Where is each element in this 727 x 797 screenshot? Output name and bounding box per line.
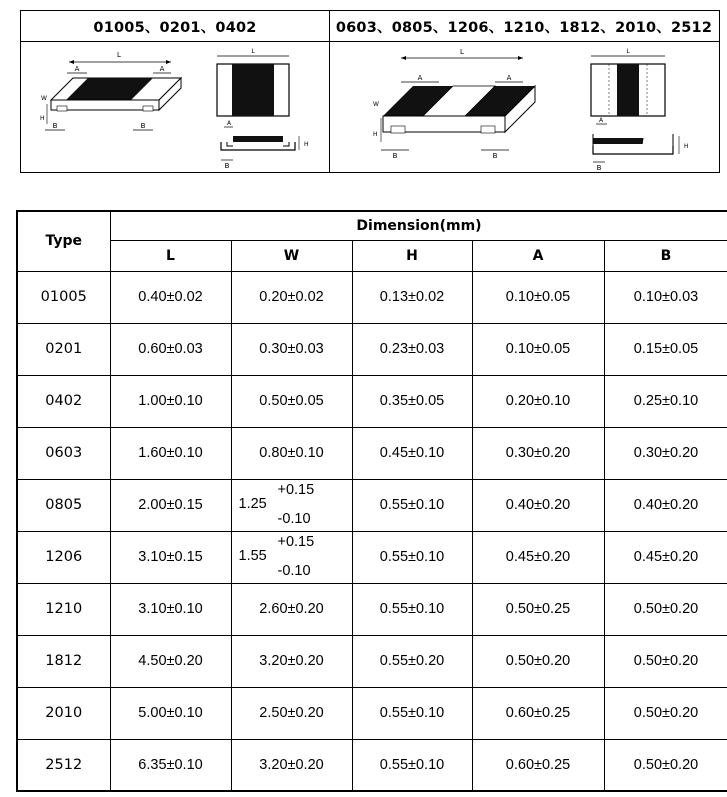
large-H-label: H [373,131,378,138]
column-header-B: B [604,240,727,271]
w-base-value: 1.55 [238,547,267,564]
large-A-label: A [417,74,423,82]
w-minus-tolerance: -0.10 [277,562,311,579]
small-W-label: W [41,95,47,102]
cell-B: 0.40±0.20 [604,479,727,531]
table-row [17,479,727,531]
type-cell: 1210 [17,583,110,635]
small-A-label: A [74,65,80,73]
cell-L: 3.10±0.10 [110,583,231,635]
type-cell: 2010 [17,687,110,739]
type-cell: 1812 [17,635,110,687]
svg-text:A: A [506,74,512,82]
cell-B: 0.30±0.20 [604,427,727,479]
svg-text:L: L [251,48,255,55]
svg-text:B: B [52,122,58,130]
svg-text:L: L [626,48,630,55]
small-chip-drawing [21,42,328,172]
cell-H: 0.55±0.10 [352,583,472,635]
cell-B: 0.10±0.03 [604,271,727,323]
cell-L: 0.60±0.03 [110,323,231,375]
cell-A: 0.20±0.10 [472,375,604,427]
cell-B: 0.15±0.05 [604,323,727,375]
column-header-H: H [352,240,472,271]
dimension-table [16,210,727,792]
large-L-label: L [460,48,464,56]
svg-text:B: B [492,152,498,160]
cell-B: 0.25±0.10 [604,375,727,427]
type-cell: 1206 [17,531,110,583]
svg-text:A: A [226,120,232,127]
cell-W: 3.20±0.20 [231,635,352,687]
cell-A: 0.50±0.25 [472,583,604,635]
cell-A: 0.45±0.20 [472,531,604,583]
type-cell: 0201 [17,323,110,375]
type-header: Type [17,211,110,271]
svg-text:A: A [159,65,165,73]
cell-A: 0.30±0.20 [472,427,604,479]
large-W-label: W [373,101,379,108]
cell-L: 0.40±0.02 [110,271,231,323]
table-row [17,739,727,791]
type-cell: 2512 [17,739,110,791]
table-row [17,427,727,479]
cell-W: 2.60±0.20 [231,583,352,635]
svg-text:H: H [684,143,689,150]
cell-A: 0.40±0.20 [472,479,604,531]
small-chip-figure [21,11,330,172]
type-cell: 01005 [17,271,110,323]
cell-L: 1.00±0.10 [110,375,231,427]
cell-A: 0.10±0.05 [472,271,604,323]
cell-A: 0.60±0.25 [472,739,604,791]
column-header-W: W [231,240,352,271]
svg-text:B: B [140,122,146,130]
cell-B: 0.50±0.20 [604,583,727,635]
cell-W [231,479,352,531]
large-chip-drawing [329,42,719,172]
cell-H: 0.55±0.20 [352,635,472,687]
cell-W: 0.50±0.05 [231,375,352,427]
cell-L: 1.60±0.10 [110,427,231,479]
cell-H: 0.55±0.10 [352,479,472,531]
dimension-figure [20,10,720,173]
cell-H: 0.35±0.05 [352,375,472,427]
small-L-label: L [117,51,121,59]
cell-A: 0.60±0.25 [472,687,604,739]
cell-B: 0.50±0.20 [604,687,727,739]
dimension-header: Dimension(mm) [110,211,727,240]
cell-H: 0.45±0.10 [352,427,472,479]
cell-L: 4.50±0.20 [110,635,231,687]
small-chip-title: 01005、0201、0402 [21,11,329,42]
cell-W: 2.50±0.20 [231,687,352,739]
table-row [17,687,727,739]
table-row [17,375,727,427]
cell-L: 2.00±0.15 [110,479,231,531]
cell-A: 0.50±0.20 [472,635,604,687]
table-row [17,635,727,687]
cell-B: 0.50±0.20 [604,635,727,687]
cell-H: 0.55±0.10 [352,739,472,791]
cell-L: 3.10±0.15 [110,531,231,583]
column-header-L: L [110,240,231,271]
w-plus-tolerance: +0.15 [277,481,315,498]
type-cell: 0603 [17,427,110,479]
cell-H: 0.13±0.02 [352,271,472,323]
cell-W: 0.20±0.02 [231,271,352,323]
svg-text:B: B [596,164,602,172]
cell-W: 0.80±0.10 [231,427,352,479]
table-row [17,583,727,635]
svg-text:H: H [304,141,309,148]
large-chip-title: 0603、0805、1206、1210、1812、2010、2512 [329,11,719,42]
cell-W [231,531,352,583]
column-header-A: A [472,240,604,271]
table-row [17,531,727,583]
w-plus-tolerance: +0.15 [277,533,315,550]
cell-W: 3.20±0.20 [231,739,352,791]
table-row [17,323,727,375]
cell-H: 0.23±0.03 [352,323,472,375]
small-H-label: H [40,115,45,122]
cell-B: 0.50±0.20 [604,739,727,791]
w-base-value: 1.25 [238,495,267,512]
svg-text:B: B [392,152,398,160]
type-cell: 0402 [17,375,110,427]
svg-text:A: A [598,117,604,124]
svg-text:B: B [224,162,230,170]
type-cell: 0805 [17,479,110,531]
large-chip-figure [329,11,719,172]
cell-L: 6.35±0.10 [110,739,231,791]
cell-B: 0.45±0.20 [604,531,727,583]
cell-L: 5.00±0.10 [110,687,231,739]
w-minus-tolerance: -0.10 [277,510,311,527]
cell-H: 0.55±0.10 [352,687,472,739]
cell-W: 0.30±0.03 [231,323,352,375]
cell-H: 0.55±0.10 [352,531,472,583]
table-row [17,271,727,323]
cell-A: 0.10±0.05 [472,323,604,375]
